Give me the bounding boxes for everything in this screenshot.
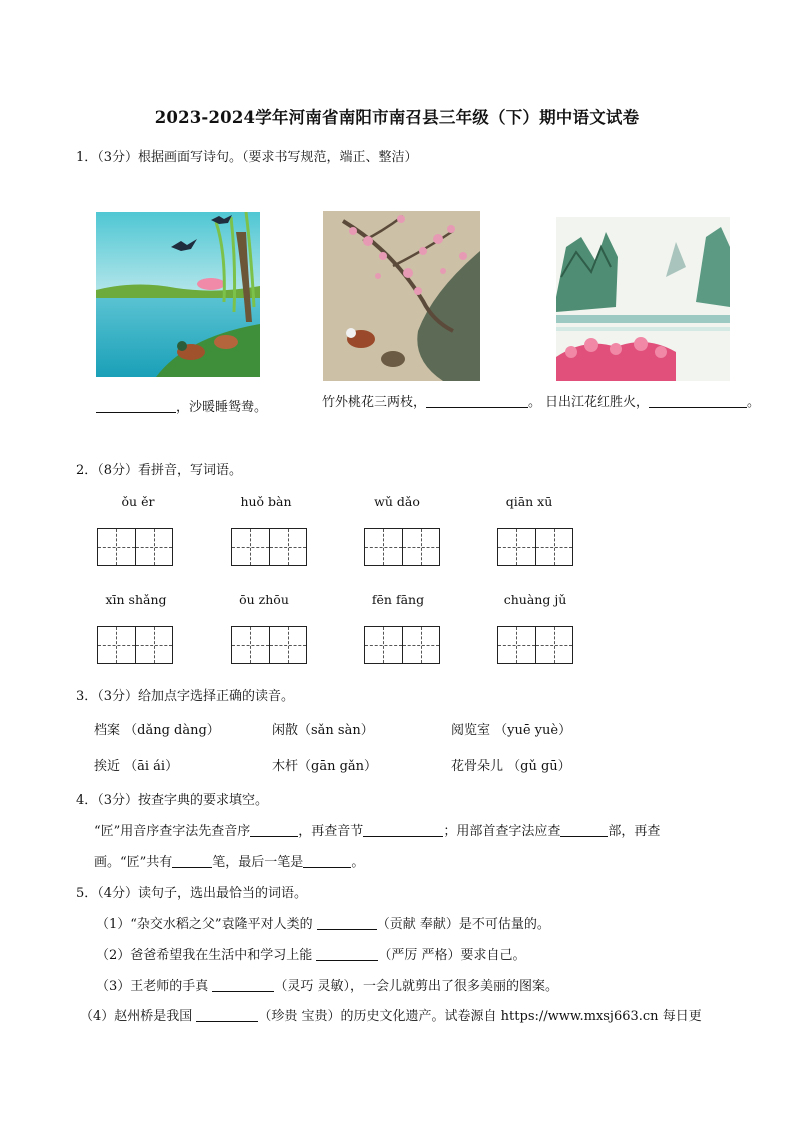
- pinyin-label: ǒu ěr: [121, 494, 155, 509]
- sentence-text: （贡献 奉献）是不可估量的。: [376, 917, 550, 932]
- writing-grid[interactable]: [231, 528, 307, 566]
- writing-grid[interactable]: [97, 528, 173, 566]
- pinyin-label: qiān xū: [505, 494, 553, 509]
- question-3-heading: 3．（3分）给加点字选择正确的读音。: [76, 689, 295, 704]
- question-1-heading: 1．（3分）根据画面写诗句。（要求书写规范，端正、整洁）: [76, 150, 418, 165]
- sentence-blank[interactable]: [212, 978, 274, 992]
- sentence-text: （严厉 严格）要求自己。: [378, 948, 526, 963]
- question-2-heading: 2．（8分）看拼音，写词语。: [76, 463, 243, 478]
- poem2-blank[interactable]: [426, 394, 528, 408]
- question-5-heading: 5．（4分）读句子，选出最恰当的词语。: [76, 886, 308, 901]
- pinyin-label: ōu zhōu: [239, 592, 289, 607]
- dictionary-text: 笔，最后一笔是: [212, 855, 304, 870]
- blank-last-stroke[interactable]: [303, 854, 351, 868]
- writing-grid[interactable]: [497, 626, 573, 664]
- poem3-end: 。: [747, 395, 761, 410]
- pinyin-label: huǒ bàn: [240, 494, 292, 509]
- blank-syllable[interactable]: [363, 823, 443, 837]
- picture-peach-blossoms-ducks: [323, 211, 480, 381]
- writing-grid[interactable]: [97, 626, 173, 664]
- writing-grid[interactable]: [364, 626, 440, 664]
- pinyin-label: chuàng jǔ: [503, 592, 567, 607]
- writing-grid[interactable]: [231, 626, 307, 664]
- poem3-blank[interactable]: [649, 394, 747, 408]
- sentence-text: （2）爸爸希望我在生活中和学习上能: [96, 948, 317, 963]
- pronunciation-item: 挨近 （āi ái）: [94, 759, 179, 774]
- pronunciation-item: 闲散（sǎn sàn）: [272, 723, 374, 738]
- picture-river-mountains-flowers: [556, 217, 730, 381]
- blank-stroke-count[interactable]: [172, 854, 212, 868]
- pinyin-label: wǔ dǎo: [374, 494, 420, 509]
- poem1-text: ，沙暖睡鸳鸯。: [176, 400, 268, 415]
- dictionary-text: ；用部首查字法应查: [443, 824, 561, 839]
- sentence-text: （珍贵 宝贵）的历史文化遗产。试卷源自 https://www.mxsj663.cn 每日更: [258, 1009, 702, 1024]
- writing-grid[interactable]: [364, 528, 440, 566]
- poem1-blank[interactable]: [96, 399, 176, 413]
- pinyin-label: xīn shǎng: [105, 592, 167, 607]
- dictionary-text: 画。“匠”共有: [94, 855, 173, 870]
- dictionary-text: 。: [351, 855, 365, 870]
- sentence-text: （3）王老师的手真: [96, 979, 213, 994]
- sentence-text: （4）赵州桥是我国: [80, 1009, 197, 1024]
- blank-radical[interactable]: [560, 823, 608, 837]
- blank-initial[interactable]: [250, 823, 298, 837]
- pronunciation-item: 阅览室 （yuē yuè）: [451, 723, 572, 738]
- dictionary-text: “匠”用音序查字法先查音序: [94, 824, 251, 839]
- sentence-text: （灵巧 灵敏），一会儿就剪出了很多美丽的图案。: [274, 979, 559, 994]
- question-4-heading: 4．（3分）按查字典的要求填空。: [76, 793, 269, 808]
- dictionary-text: ，再查音节: [298, 824, 364, 839]
- pronunciation-item: 花骨朵儿 （gǔ gū）: [451, 759, 571, 774]
- page-title: 2023-2024学年河南省南阳市南召县三年级（下）期中语文试卷: [154, 108, 640, 127]
- poem2-text: 竹外桃花三两枝，: [322, 395, 427, 410]
- pinyin-label: fēn fāng: [371, 592, 425, 607]
- sentence-text: （1）“杂交水稻之父”袁隆平对人类的: [96, 917, 317, 932]
- pronunciation-item: 档案 （dǎng dàng）: [94, 723, 220, 738]
- sentence-blank[interactable]: [317, 916, 377, 930]
- picture-ducks-spring-river: [96, 212, 260, 377]
- pronunciation-item: 木杆（gān gǎn）: [272, 759, 378, 774]
- writing-grid[interactable]: [497, 528, 573, 566]
- sentence-blank[interactable]: [316, 947, 378, 961]
- sentence-blank[interactable]: [196, 1008, 258, 1022]
- poem3-text: 日出江花红胜火，: [545, 395, 650, 410]
- poem2-end: 。: [528, 395, 542, 410]
- dictionary-text: 部，再查: [608, 824, 661, 839]
